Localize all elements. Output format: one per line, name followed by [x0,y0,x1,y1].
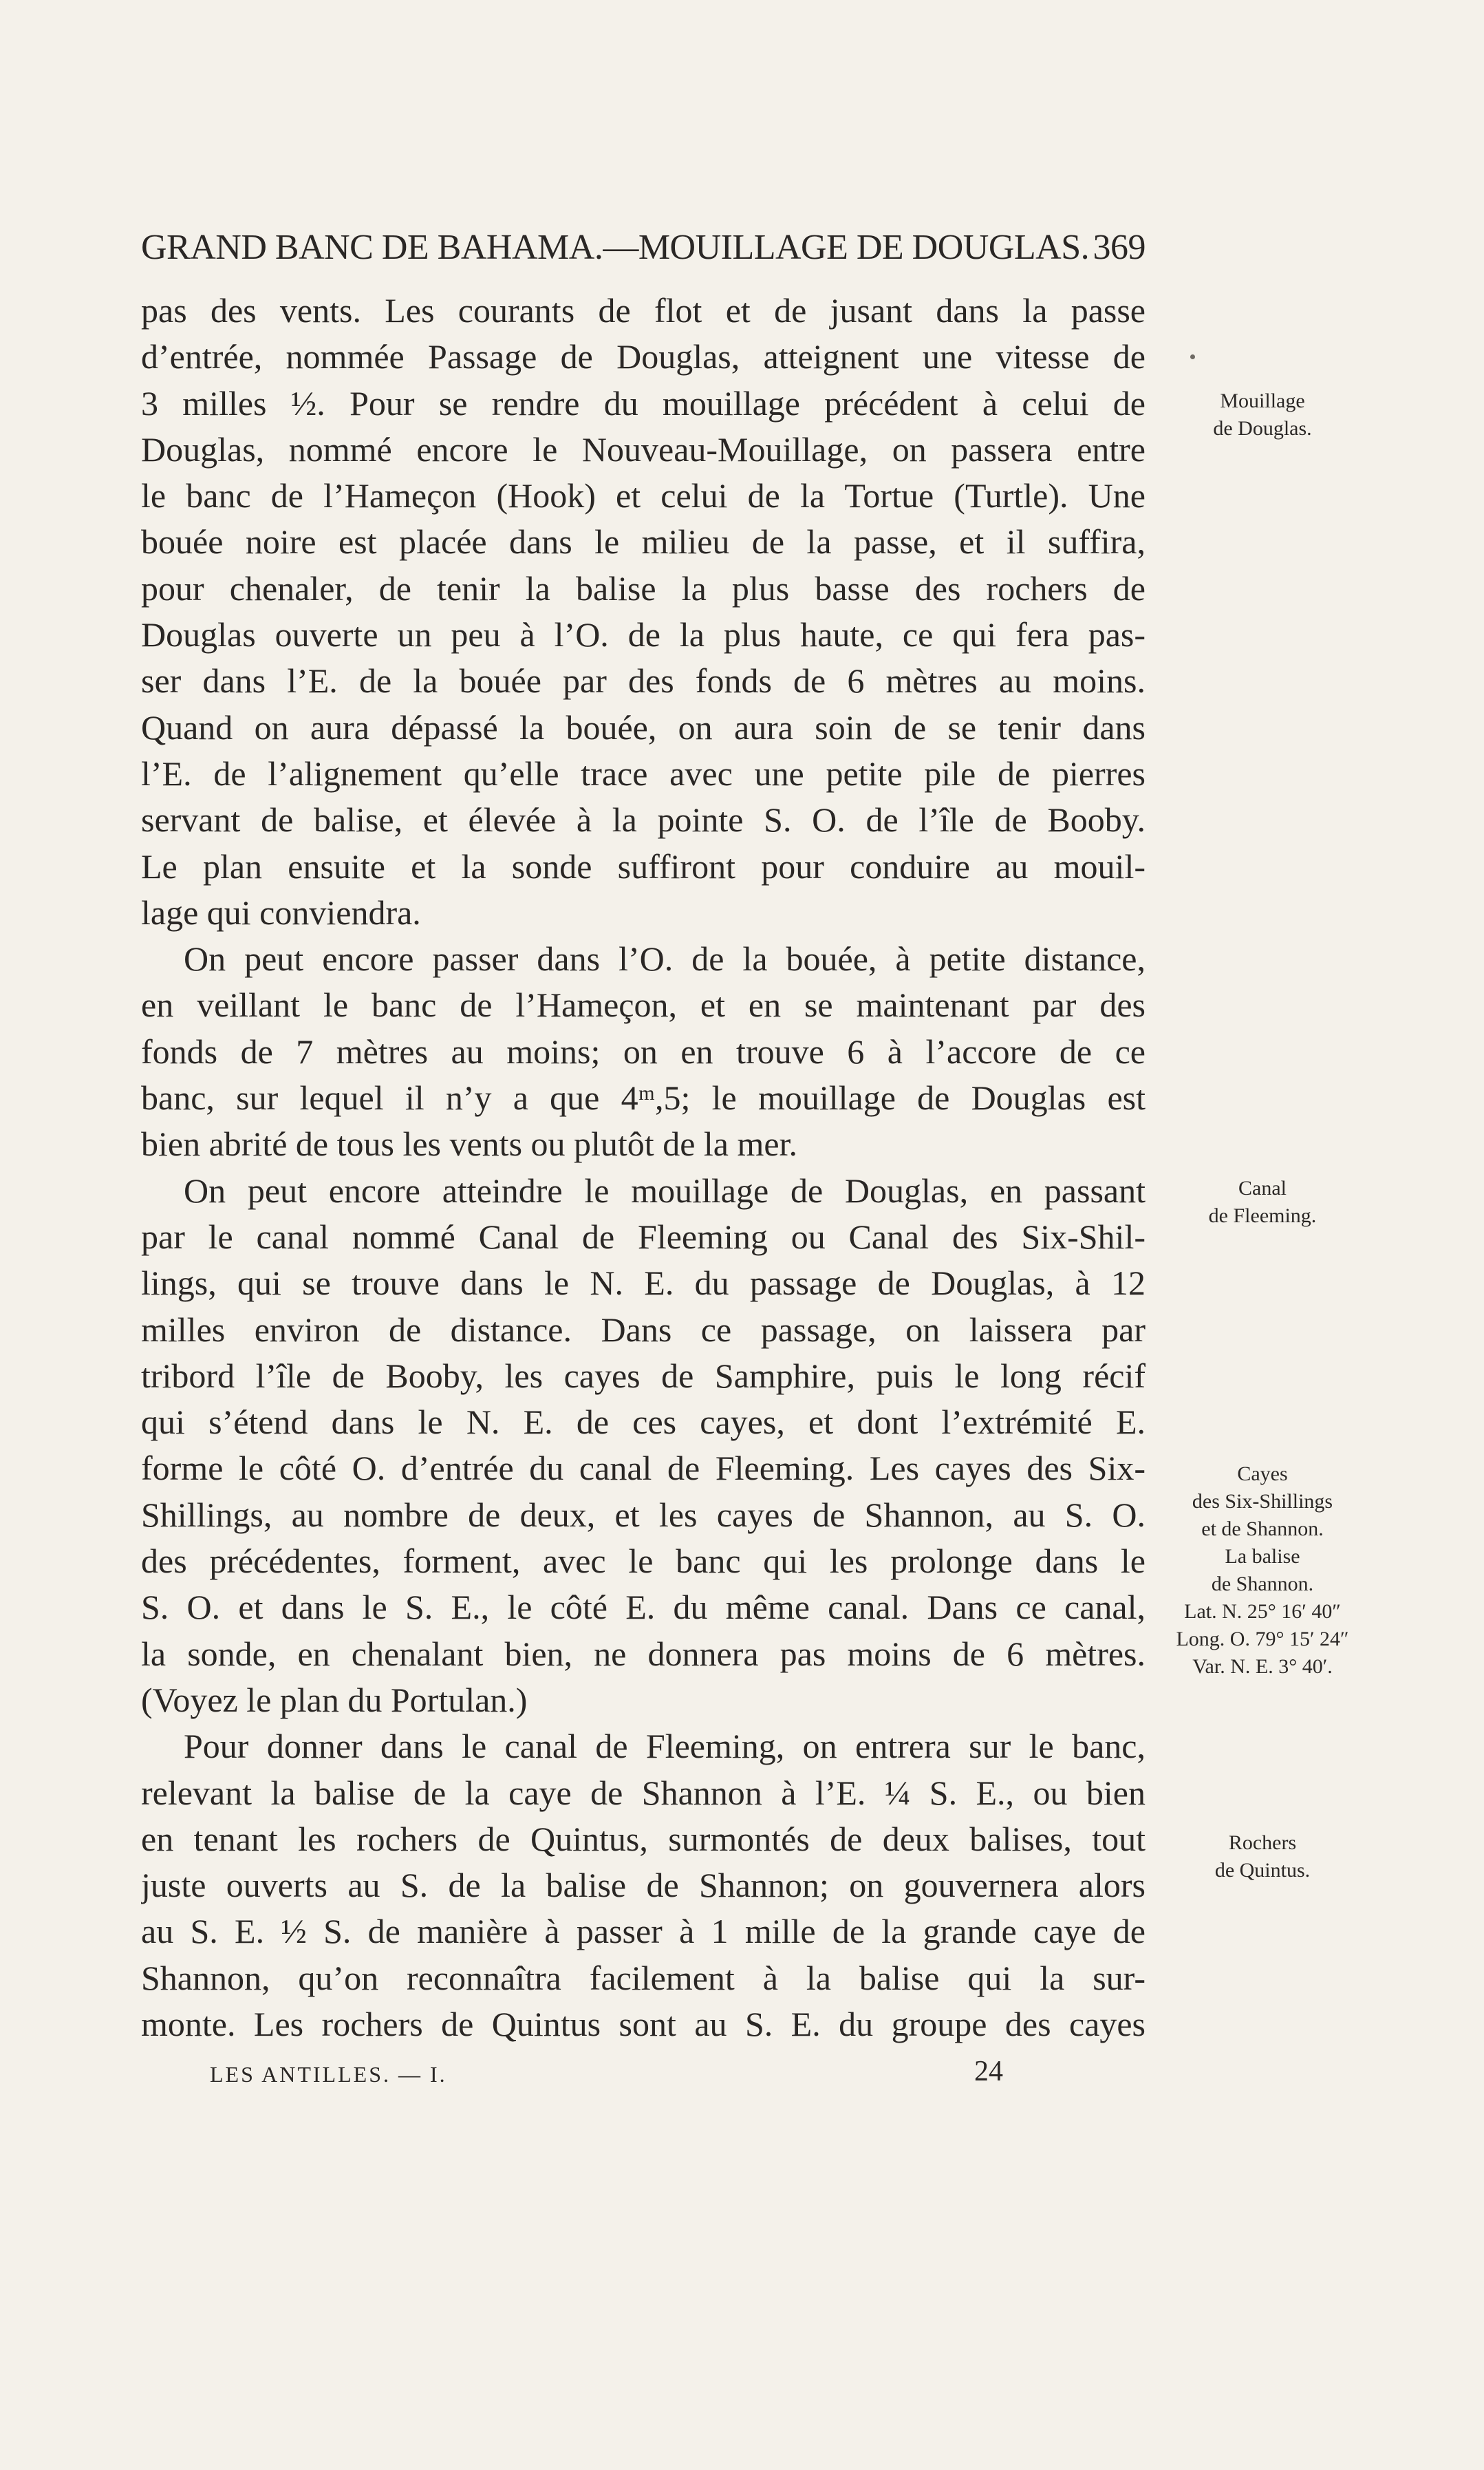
body-line: Le plan ensuite et la sonde suffiront pour conduire au mouil- [141,847,1146,886]
running-header [141,222,1146,274]
body-line: au S. E. ½ S. de manière à passer à 1 mille de la grande caye de [141,1912,1146,1951]
body-line: par le canal nommé Canal de Fleeming ou Canal des Six-Shil- [141,1217,1146,1256]
body-line: qui s’étend dans le N. E. de ces cayes, et dont l’extrémité E. [141,1403,1146,1442]
running-title: GRAND BANC DE BAHAMA.—MOUILLAGE DE DOUGLAS. [141,228,1090,267]
margin-note-mouillage-douglas [1149,387,1376,443]
body-line: 3 milles ½. Pour se rendre du mouillage précédent à celui de [141,383,1146,423]
body-line: On peut encore atteindre le mouillage de Douglas, en passant [184,1171,1146,1210]
body-line: bien abrité de tous les vents ou plutôt de la mer. [141,1125,797,1164]
margin-note-line: de Shannon. [1211,1573,1314,1595]
body-text [141,288,1146,2047]
body-line: bouée noire est placée dans le milieu de la passe, et il suffira, [141,522,1146,562]
margin-note-line: Lat. N. 25° 16′ 40″ [1184,1600,1341,1623]
body-line: la sonde, en chenalant bien, ne donnera pas moins de 6 mètres. [141,1634,1146,1673]
body-line: Douglas ouverte un peu à l’O. de la plus haute, ce qui fera pas- [141,615,1146,654]
body-line: ser dans l’E. de la bouée par des fonds de 6 mètres au moins. [141,661,1146,701]
body-line: d’entrée, nommée Passage de Douglas, atteignent une vitesse de [141,337,1146,376]
body-line: milles environ de distance. Dans ce passage, on laissera par [141,1310,1146,1349]
margin-note-line: Canal [1238,1177,1287,1200]
body-line: pour chenaler, de tenir la balise la plus basse des rochers de [141,568,1146,608]
margin-note-line: Cayes [1237,1462,1288,1485]
body-line: fonds de 7 mètres au moins; on en trouve 6 à l’accore de ce [141,1032,1146,1071]
margin-note-line: La balise [1225,1545,1300,1568]
body-line: pas des vents. Les courants de flot et de jusant dans la passe [141,291,1146,330]
margin-note-line: Var. N. E. 3° 40′. [1192,1655,1333,1678]
body-line: monte. Les rochers de Quintus sont au S. E. du groupe des cayes [141,2004,1146,2043]
margin-note-line: de Fleeming. [1208,1204,1317,1227]
margin-dot [1190,354,1195,359]
body-line: Quand on aura dépassé la bouée, on aura soin de se tenir dans [141,707,1146,747]
margin-note-line: Rochers [1228,1831,1297,1854]
margin-note-rochers-quintus [1149,1829,1376,1884]
body-line: (Voyez le plan du Portulan.) [141,1680,528,1719]
signature-mark: 24 [974,2056,1003,2087]
body-line: en tenant les rochers de Quintus, surmontés de deux balises, tout [141,1819,1146,1858]
body-line: lings, qui se trouve dans le N. E. du passage de Douglas, à 12 [141,1264,1146,1303]
body-line: forme le côté O. d’entrée du canal de Fleeming. Les cayes des Six- [141,1449,1146,1488]
margin-note-line: de Quintus. [1214,1859,1311,1882]
body-line: lage qui conviendra. [141,893,421,932]
body-line: tribord l’île de Booby, les cayes de Samphire, puis le long récif [141,1356,1146,1395]
body-line: Pour donner dans le canal de Fleeming, on entrera sur le banc, [184,1727,1146,1766]
margin-note-line: de Douglas. [1213,417,1312,440]
margin-note-line: Mouillage [1220,390,1305,412]
body-line: Shannon, qu’on reconnaîtra facilement à la balise qui la sur- [141,1958,1146,1997]
margin-note-line: et de Shannon. [1201,1518,1324,1540]
body-line: banc, sur lequel il n’y a que 4ᵐ,5; le mouillage de Douglas est [141,1078,1146,1118]
body-line: le banc de l’Hameçon (Hook) et celui de la Tortue (Turtle). Une [141,476,1146,515]
body-line: On peut encore passer dans l’O. de la bouée, à petite distance, [184,939,1146,979]
body-line: relevant la balise de la caye de Shannon à l’E. ¼ S. E., ou bien [141,1773,1146,1812]
margin-note-line: des Six-Shillings [1192,1490,1333,1513]
body-line: servant de balise, et élevée à la pointe S. O. de l’île de Booby. [141,800,1146,840]
body-line: l’E. de l’alignement qu’elle trace avec une petite pile de pierres [141,754,1146,793]
signature-line: LES ANTILLES. — I. [210,2062,447,2087]
page-number: 369 [1093,228,1146,267]
margin-note-canal-fleeming [1149,1175,1376,1230]
body-line: des précédentes, forment, avec le banc qui les prolonge dans le [141,1542,1146,1581]
margin-note-line: Long. O. 79° 15′ 24″ [1176,1628,1349,1650]
body-line: Douglas, nommé encore le Nouveau-Mouillage, on passera entre [141,429,1146,469]
body-line: Shillings, au nombre de deux, et les cayes de Shannon, au S. O. [141,1495,1146,1534]
body-line: en veillant le banc de l’Hameçon, et en se maintenant par des [141,986,1146,1025]
margin-note-cayes-shillings [1149,1460,1376,1681]
body-line: S. O. et dans le S. E., le côté E. du même canal. Dans ce canal, [141,1588,1146,1627]
body-line: juste ouverts au S. de la balise de Shannon; on gouvernera alors [141,1866,1146,1905]
